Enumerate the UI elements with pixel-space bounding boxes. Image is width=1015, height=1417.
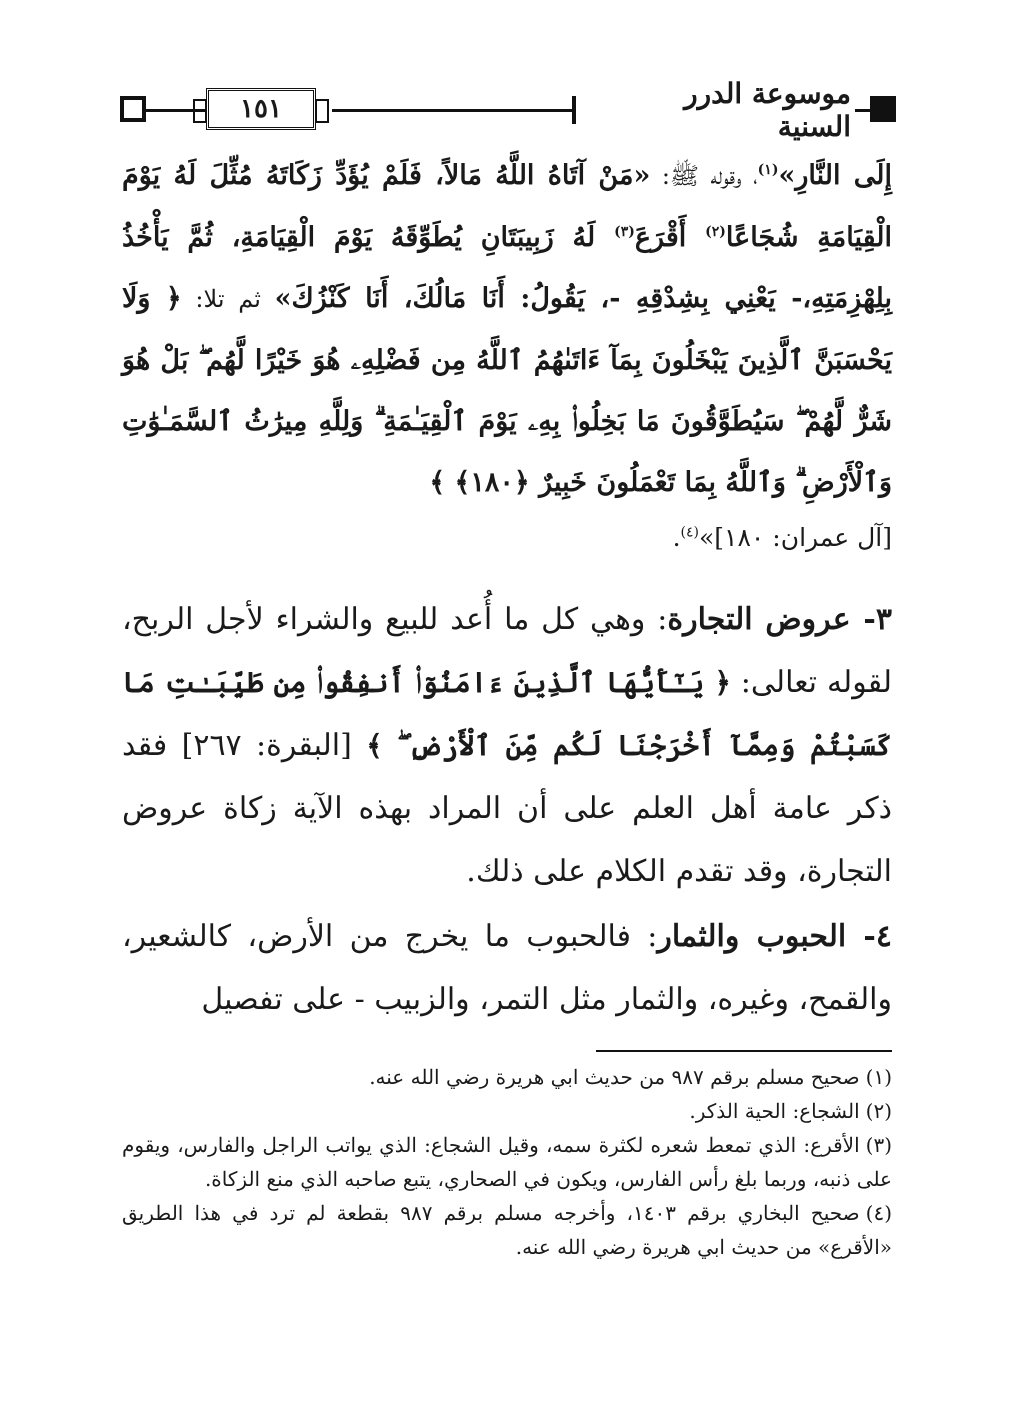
page-header [120,77,895,143]
header-rule-right [855,109,871,112]
footnote-text: الأقرع: الذي تمعط شعره لكثرة سمه، وقيل الشجاع: الذي يواتب الراجل والفارس، ويقوم على ذنبه، وربما بلغ رأس الفارس، ويكون في الصحاري، يتبع صاحبه الذي منع الزكاة. [122,1133,892,1191]
verse-reference [122,513,892,563]
hadith-text-1: «مَنْ آتَاهُ اللَّهُ مَالاً، فَلَمْ يُؤَدِّ زَكَاتَهُ مُثِّلَ لَهُ يَوْمَ الْقِيَامَةِ شُجَاعًا [122,160,892,253]
header-ornament-right [870,96,896,122]
section-3-text-a: : وهي كل ما أُعد للبيع والشراء لأجل الربح، لقوله تعالى: [122,602,893,700]
footnote-1 [122,1060,892,1094]
footnote-ref-4: (٤) [680,524,699,541]
hadith-text-2: أَقْرَعَ [634,222,706,253]
section-3-text-b: [البقرة: ٢٦٧] فقد ذكر عامة أهل العلم على أن المراد بهذه الآية زكاة عروض التجارة، وقد تقدم الكلام على ذلك. [122,728,892,889]
page-number: ١٥١ [206,88,316,130]
hadith-line-1: إِلَى النَّارِ» [778,160,893,191]
hadith-text-3: لَهُ زَبِيبَتَانِ يُطَوِّقَهُ يَوْمَ الْقِيَامَةِ، ثُمَّ يَأْخُذُ بِلِهْزِمَتِهِ،- يَعْنِي بِشِدْقِهِ -، يَقُولُ: أَنَا مَالُكَ، أَنَا كَنْزُكَ» [122,222,893,314]
hadith-plain-1: ، وقوله ﷺ: [650,162,758,190]
footnote-text: صحيح مسلم برقم ٩٨٧ من حديث ابي هريرة رضي الله عنه. [369,1065,860,1089]
header-rule-tick [572,96,576,124]
section-4-heading: ٤- الحبوب والثمار [657,919,892,954]
footnote-3 [122,1128,892,1196]
header-ornament-left [120,96,146,122]
footnotes [122,1060,892,1264]
quran-verse-1: ﴿ وَلَا يَحْسَبَنَّ ٱلَّذِينَ يَبْخَلُونَ بِمَآ ءَاتَىٰهُمُ ٱللَّهُ مِن فَضْلِهِۦ هُوَ خَيْرًا لَّهُم ۖ بَلْ هُوَ شَرٌّ لَّهُمْ ۖ سَيُطَوَّقُونَ مَا بَخِلُوا۟ بِهِۦ يَوْمَ ٱلْقِيَـٰمَةِ ۗ وَلِلَّهِ مِيرَٰثُ ٱلسَّمَـٰوَٰتِ وَٱلْأَرْضِ ۗ وَٱللَّهُ بِمَا تَعْمَلُونَ خَبِيرٌ ﴿١٨٠﴾ ﴾ [122,283,892,498]
verse-ref-end: . [672,523,681,552]
section-4-paragraph [122,905,892,1031]
footnote-number: (٣) [865,1133,892,1157]
hadith-block [122,145,892,563]
footnote-number: (١) [865,1065,892,1089]
footnote-text: صحيح البخاري برقم ١٤٠٣، وأخرجه مسلم برقم ٩٨٧ بقطعة لم ترد في هذا الطريق «الأقرع» من حديث ابي هريرة رضي الله عنه. [122,1201,892,1259]
hadith-plain-2: ثم تلا: [181,285,275,313]
footnote-4 [122,1196,892,1264]
section-4-text: : فالحبوب ما يخرج من الأرض، كالشعير، والقمح، وغيره، والثمار مثل التمر، والزبيب - على تفصيل [122,919,892,1017]
footnote-number: (٤) [865,1201,893,1225]
hadith-text [122,145,892,513]
quran-verse-2: ﴿ يَـٰٓأَيُّهَا ٱلَّذِينَ ءَامَنُوٓا۟ أَنفِقُوا۟ مِن طَيِّبَـٰتِ مَا كَسَبْتُمْ وَمِمَّآ أَخْرَجْنَا لَكُم مِّنَ ٱلْأَرْضِ ۖ ﴾ [122,666,892,762]
footnote-2 [122,1094,892,1128]
header-rule-middle [332,109,572,112]
footnote-text: الشجاع: الحية الذكر. [689,1099,860,1123]
footnote-ref-2: (٢) [705,224,726,240]
footnote-separator [596,1050,892,1052]
section-3-paragraph [122,588,892,903]
footnote-ref-1: (١) [757,162,779,178]
footnote-number: (٢) [865,1099,892,1123]
section-3-heading: ٣- عروض التجارة [667,602,892,637]
book-title: موسوعة الدرر السنية [684,77,851,143]
verse-ref-text: [آل عمران: ١٨٠]» [698,523,892,552]
footnote-ref-3: (٣) [614,224,635,240]
